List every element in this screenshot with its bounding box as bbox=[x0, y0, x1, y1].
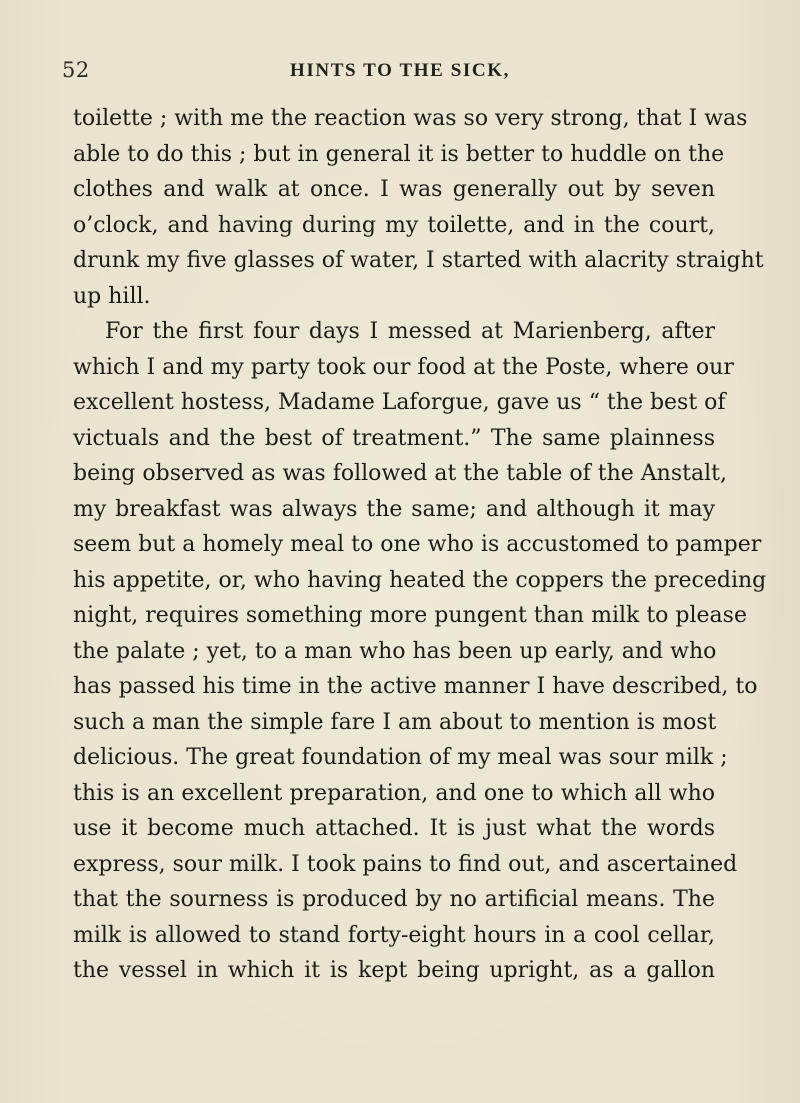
text-line: my breakfast was always the same; and although it may bbox=[73, 496, 715, 522]
text-line: o’clock, and having during my toilette, and in the court, bbox=[73, 212, 715, 238]
body-text bbox=[73, 101, 767, 989]
text-line: express, sour milk. I took pains to find out, and ascertained bbox=[73, 851, 738, 877]
text-line: night, requires something more pungent than milk to please bbox=[73, 603, 747, 628]
text-line: toilette ; with me the reaction was so very strong, that I was bbox=[73, 106, 748, 131]
text-line: that the sourness is produced by no artificial means. The bbox=[73, 887, 715, 912]
page-header bbox=[0, 58, 800, 88]
text-line: For the first four days I messed at Marienberg, after bbox=[105, 319, 715, 344]
text-line: drunk my five glasses of water, I started with alacrity straight bbox=[73, 248, 764, 273]
text-line: excellent hostess, Madame Laforgue, gave us “ the best of bbox=[73, 390, 726, 415]
text-line: the vessel in which it is kept being upright, as a gallon bbox=[73, 958, 715, 983]
text-line: his appetite, or, who having heated the coppers the preceding bbox=[73, 567, 767, 593]
text-line: being observed as was followed at the table of the Anstalt, bbox=[73, 461, 727, 486]
text-line: able to do this ; but in general it is better to huddle on the bbox=[73, 141, 725, 167]
text-line: this is an excellent preparation, and one to which all who bbox=[73, 780, 715, 806]
text-line: milk is allowed to stand forty-eight hours in a cool cellar, bbox=[73, 922, 715, 948]
text-line: such a man the simple fare I am about to mention is most bbox=[73, 709, 717, 735]
page-number: 52 bbox=[62, 58, 90, 82]
text-line: delicious. The great foundation of my meal was sour milk ; bbox=[73, 745, 728, 770]
text-line: clothes and walk at once. I was generally out by seven bbox=[73, 177, 715, 202]
running-head: HINTS TO THE SICK, bbox=[290, 60, 510, 81]
text-line: seem but a homely meal to one who is accustomed to pamper bbox=[73, 532, 762, 557]
text-line: has passed his time in the active manner I have described, to bbox=[73, 674, 758, 699]
text-line: up hill. bbox=[73, 283, 151, 309]
text-line: use it become much attached. It is just what the words bbox=[73, 816, 715, 841]
text-line: which I and my party took our food at the Poste, where our bbox=[73, 354, 734, 380]
text-line: the palate ; yet, to a man who has been up early, and who bbox=[73, 638, 717, 664]
text-line: victuals and the best of treatment.” The same plainness bbox=[73, 425, 715, 451]
